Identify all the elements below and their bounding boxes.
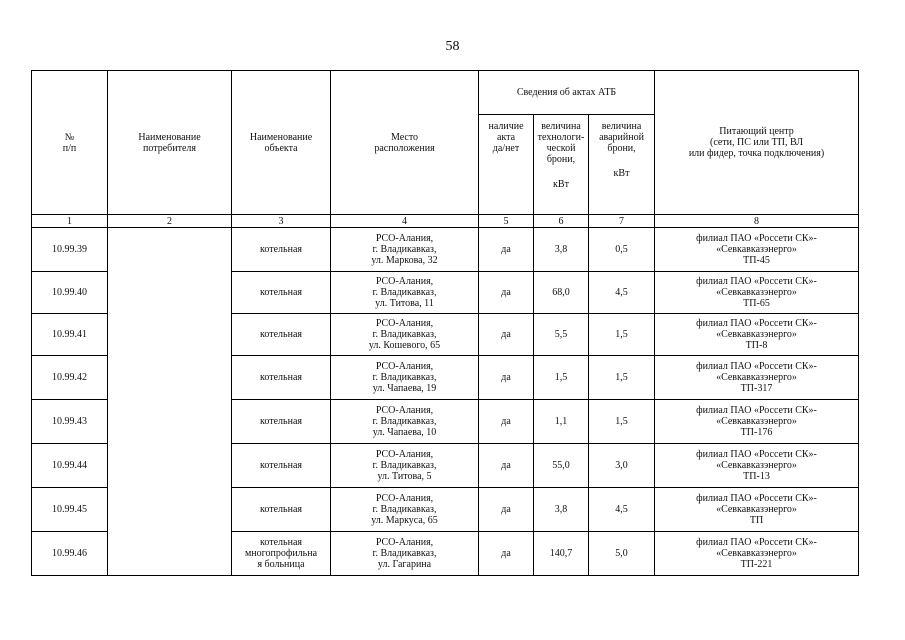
header-object-line: объекта (264, 142, 298, 154)
row-number-cell: 10.99.40 (32, 272, 108, 314)
emergency-reserve-cell: 1,5 (589, 400, 655, 444)
object-cell-line: котельная (260, 460, 302, 471)
emergency-reserve-cell: 4,5 (589, 488, 655, 532)
tech-reserve-cell: 68,0 (534, 272, 589, 314)
act-presence-cell: да (479, 400, 534, 444)
column-number: 2 (108, 215, 232, 228)
header-power-center-line: Питающий центр (719, 126, 794, 137)
power-center-cell (655, 356, 859, 400)
power-center-cell-line: ТП-13 (743, 471, 770, 482)
location-cell-line: РСО-Алания, (375, 276, 434, 287)
power-center-cell-line: «Севкавказэнерго» (716, 460, 797, 471)
tech-reserve-cell: 3,8 (534, 228, 589, 272)
tech-reserve-cell: 5,5 (534, 314, 589, 356)
row-number-cell: 10.99.43 (32, 400, 108, 444)
location-cell-line: г. Владикавказ, (372, 329, 437, 340)
table-row (32, 228, 859, 272)
location-cell-line: г. Владикавказ, (372, 244, 437, 255)
power-center-cell-line: «Севкавказэнерго» (716, 504, 797, 515)
header-tech-line: величина (541, 121, 581, 132)
header-power-center-line: (сети, ПС или ТП, ВЛ (709, 137, 804, 148)
header-location-line: Место (390, 131, 419, 143)
row-number-cell: 10.99.44 (32, 444, 108, 488)
column-number: 7 (589, 215, 655, 228)
header-tech-line: брони, (546, 154, 576, 165)
object-cell (232, 488, 331, 532)
location-cell (331, 356, 479, 400)
location-cell-line: РСО-Алания, (375, 493, 434, 504)
header-consumer-line: потребителя (143, 142, 196, 154)
header-power-center-line: или фидер, точка подключения) (688, 148, 825, 159)
act-presence-cell: да (479, 272, 534, 314)
header-tech-reserve (534, 115, 589, 215)
location-cell-line: РСО-Алания, (375, 318, 434, 329)
power-center-cell-line: «Севкавказэнерго» (716, 372, 797, 383)
header-act-line: наличие (488, 121, 524, 132)
power-center-cell (655, 400, 859, 444)
row-number-cell: 10.99.41 (32, 314, 108, 356)
object-cell (232, 444, 331, 488)
tech-reserve-cell: 3,8 (534, 488, 589, 532)
header-act-line: акта (496, 132, 516, 143)
emergency-reserve-cell: 3,0 (589, 444, 655, 488)
power-center-cell (655, 272, 859, 314)
location-cell-line: РСО-Алания, (375, 361, 434, 372)
location-cell (331, 272, 479, 314)
header-location (331, 71, 479, 215)
tech-reserve-cell: 55,0 (534, 444, 589, 488)
power-center-cell-line: «Севкавказэнерго» (716, 329, 797, 340)
power-center-cell-line: ТП-176 (740, 427, 773, 438)
power-center-cell-line: филиал ПАО «Россети СК»- (696, 537, 817, 548)
location-cell-line: РСО-Алания, (375, 405, 434, 416)
consumer-cell (108, 228, 232, 576)
power-center-cell (655, 488, 859, 532)
header-tech-unit: кВт (553, 179, 569, 190)
header-emergency-line: величина (601, 121, 642, 132)
row-number-cell: 10.99.39 (32, 228, 108, 272)
row-number-cell: 10.99.46 (32, 532, 108, 576)
emergency-reserve-cell: 0,5 (589, 228, 655, 272)
power-center-cell-line: «Севкавказэнерго» (716, 416, 797, 427)
object-cell-line: котельная (260, 329, 302, 340)
location-cell-line: г. Владикавказ, (372, 548, 437, 559)
tech-reserve-cell: 1,5 (534, 356, 589, 400)
object-cell-line: котельная (260, 287, 302, 298)
power-center-cell (655, 532, 859, 576)
power-center-cell-line: ТП-45 (743, 255, 770, 266)
power-center-cell (655, 444, 859, 488)
location-cell (331, 444, 479, 488)
location-cell-line: ул. Маркуса, 65 (371, 515, 438, 526)
power-center-cell-line: филиал ПАО «Россети СК»- (696, 233, 817, 244)
location-cell (331, 532, 479, 576)
act-presence-cell: да (479, 314, 534, 356)
object-cell-line: котельная (260, 537, 302, 548)
act-presence-cell: да (479, 444, 534, 488)
power-center-cell-line: филиал ПАО «Россети СК»- (696, 276, 817, 287)
location-cell (331, 314, 479, 356)
location-cell (331, 488, 479, 532)
act-presence-cell: да (479, 228, 534, 272)
location-cell-line: ул. Чапаева, 10 (372, 427, 437, 438)
row-number-cell: 10.99.45 (32, 488, 108, 532)
object-cell (232, 272, 331, 314)
emergency-reserve-cell: 5,0 (589, 532, 655, 576)
power-center-cell-line: «Севкавказэнерго» (716, 287, 797, 298)
location-cell-line: ул. Гагарина (377, 559, 432, 570)
power-center-cell-line: филиал ПАО «Россети СК»- (696, 318, 817, 329)
power-center-cell-line: ТП-8 (745, 340, 768, 351)
location-cell-line: г. Владикавказ, (372, 372, 437, 383)
object-cell-line: котельная (260, 372, 302, 383)
power-center-cell-line: филиал ПАО «Россети СК»- (696, 493, 817, 504)
power-center-cell-line: ТП (749, 515, 764, 526)
object-cell (232, 400, 331, 444)
object-cell (232, 356, 331, 400)
header-emergency-line: аварийной (599, 132, 644, 143)
location-cell-line: г. Владикавказ, (372, 460, 437, 471)
column-number: 5 (479, 215, 534, 228)
header-tech-line: ческой (546, 143, 576, 154)
emergency-reserve-cell: 4,5 (589, 272, 655, 314)
power-center-cell-line: «Севкавказэнерго» (716, 244, 797, 255)
header-act-presence (479, 115, 534, 215)
header-atb-group: Сведения об актах АТБ (479, 71, 655, 115)
power-center-cell-line: ТП-317 (740, 383, 773, 394)
header-location-line: расположения (374, 142, 435, 154)
location-cell-line: ул. Кошевого, 65 (368, 340, 441, 351)
location-cell-line: г. Владикавказ, (372, 504, 437, 515)
power-center-cell-line: филиал ПАО «Россети СК»- (696, 449, 817, 460)
object-cell-line: я больница (257, 559, 305, 570)
location-cell-line: г. Владикавказ, (372, 287, 437, 298)
object-cell (232, 314, 331, 356)
power-center-cell (655, 314, 859, 356)
power-center-cell-line: ТП-65 (743, 298, 770, 309)
object-cell (232, 228, 331, 272)
object-cell-line: многопрофильна (244, 548, 318, 559)
header-emergency-reserve (589, 115, 655, 215)
location-cell-line: РСО-Алания, (375, 449, 434, 460)
act-presence-cell: да (479, 532, 534, 576)
location-cell-line: ул. Чапаева, 19 (372, 383, 437, 394)
object-cell-line: котельная (260, 416, 302, 427)
power-center-cell-line: филиал ПАО «Россети СК»- (696, 405, 817, 416)
header-num-line: № (64, 131, 75, 143)
power-center-cell-line: филиал ПАО «Россети СК»- (696, 361, 817, 372)
column-number: 6 (534, 215, 589, 228)
power-center-cell-line: ТП-221 (740, 559, 773, 570)
tech-reserve-cell: 140,7 (534, 532, 589, 576)
tech-reserve-cell: 1,1 (534, 400, 589, 444)
emergency-reserve-cell: 1,5 (589, 314, 655, 356)
column-number: 3 (232, 215, 331, 228)
location-cell-line: РСО-Алания, (375, 537, 434, 548)
header-tech-line: технологи- (537, 132, 585, 143)
header-emergency-line: брони, (607, 143, 636, 154)
object-cell-line: котельная (260, 244, 302, 255)
header-emergency-unit: кВт (613, 168, 630, 179)
location-cell-line: ул. Титова, 5 (377, 471, 432, 482)
column-numbers-row (32, 215, 859, 228)
page-number: 58 (445, 39, 460, 54)
column-number: 1 (32, 215, 108, 228)
location-cell-line: ул. Титова, 11 (375, 298, 434, 309)
location-cell (331, 400, 479, 444)
header-power-center (655, 71, 859, 215)
header-consumer-line: Наименование (138, 131, 201, 143)
header-object-line: Наименование (249, 131, 313, 143)
column-number: 8 (655, 215, 859, 228)
header-num-line: п/п (62, 142, 77, 154)
act-presence-cell: да (479, 356, 534, 400)
header-num (32, 71, 108, 215)
power-center-cell (655, 228, 859, 272)
location-cell-line: г. Владикавказ, (372, 416, 437, 427)
location-cell-line: РСО-Алания, (375, 233, 434, 244)
emergency-reserve-cell: 1,5 (589, 356, 655, 400)
location-cell (331, 228, 479, 272)
object-cell-line: котельная (260, 504, 302, 515)
act-presence-cell: да (479, 488, 534, 532)
location-cell-line: ул. Маркова, 32 (371, 255, 438, 266)
column-number: 4 (331, 215, 479, 228)
object-cell (232, 532, 331, 576)
header-consumer (108, 71, 232, 215)
power-center-cell-line: «Севкавказэнерго» (716, 548, 797, 559)
header-act-line: да/нет (492, 143, 520, 154)
reserve-table (31, 70, 859, 576)
header-object (232, 71, 331, 215)
row-number-cell: 10.99.42 (32, 356, 108, 400)
